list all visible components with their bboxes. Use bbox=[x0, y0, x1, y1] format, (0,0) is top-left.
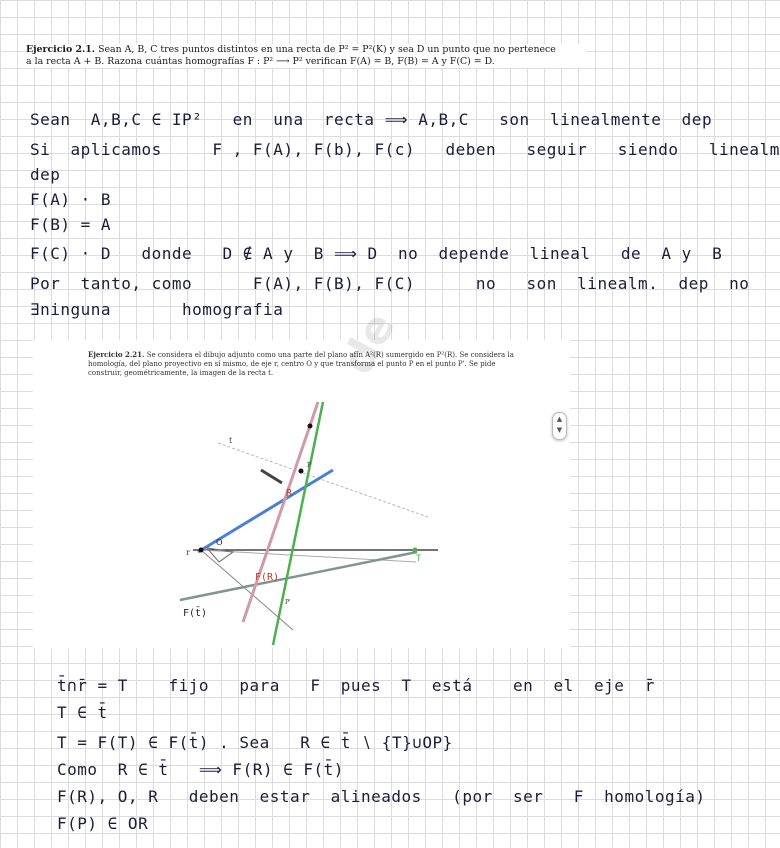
label-f-t: F(t̄) bbox=[183, 608, 208, 619]
exercise-2-1-line-2: a la recta A + B. Razona cuántas homografías F : P² ⟶ P² verifican F(A) = B, F(B) = A y F(C) = D. bbox=[26, 56, 495, 67]
point-top bbox=[308, 424, 313, 429]
handwritten-line: ∃ninguna homografia bbox=[30, 300, 284, 319]
exercise-2-1-line-1 bbox=[26, 44, 586, 56]
line-green bbox=[273, 402, 323, 645]
handwritten-line: F(A) · B bbox=[30, 190, 112, 209]
handwritten-line: F(P) ∈ OR bbox=[57, 814, 149, 833]
chevron-up-down-icon[interactable]: ▲ ▼ bbox=[552, 412, 567, 440]
label-t-point: T bbox=[416, 554, 422, 564]
handwritten-line: Si aplicamos F , F(A), F(b), F(c) deben seguir siendo linealm bbox=[30, 140, 780, 159]
exercise-2-1-text-1: Sean A, B, C tres puntos distintos en una recta de P² = P²(K) y sea D un punto que no pertenece bbox=[98, 44, 556, 55]
watermark: de bbox=[331, 304, 406, 383]
point-r bbox=[413, 548, 418, 553]
line-f-t-image bbox=[180, 552, 417, 600]
label-t: t bbox=[229, 436, 233, 445]
handwritten-line: F(C) · D donde D ∉ A y B ⟹ D no depende lineal de A y B bbox=[30, 244, 723, 263]
label-r: r bbox=[186, 548, 190, 557]
label-p: P bbox=[307, 462, 312, 469]
exercise-2-21-text: Se considera el dibujo adjunto como una parte del plano afín A²(R) sumergido en P²(R). Se considera la homología, del plano proyectivo en sí mismo, de eje r, centro O y que transforma el punto P en el punto P'. Se pide construir, geométricamente, la imagen de la recta t. bbox=[88, 351, 514, 377]
line-pink bbox=[243, 402, 318, 622]
handwritten-line: dep bbox=[30, 165, 61, 184]
segment-dark bbox=[261, 470, 282, 483]
handwritten-line: t̄∩r̄ = T fijo para F pues T está en el eje r̄ bbox=[57, 676, 655, 695]
handwritten-line: T ∈ t̄ bbox=[57, 703, 108, 722]
handwritten-line: Como R ∈ t̄ ⟹ F(R) ∈ F(t̄) bbox=[57, 760, 344, 779]
point-o bbox=[199, 548, 204, 553]
exercise-2-1-statement bbox=[26, 44, 586, 68]
exercise-2-21-label: Ejercicio 2.21. bbox=[88, 350, 145, 359]
point-p bbox=[299, 469, 304, 474]
handwritten-line: T = F(T) ∈ F(t̄) . Sea R ∈ t̄ ∖ {T}∪OP} bbox=[57, 733, 453, 752]
line-t-dashed bbox=[218, 443, 428, 517]
handwritten-line: F(B) = A bbox=[30, 215, 112, 234]
label-o: O bbox=[216, 538, 223, 547]
exercise-2-1-label: Ejercicio 2.1. bbox=[26, 44, 96, 55]
label-f-r: F(R) bbox=[255, 572, 280, 583]
handwritten-line: F(R), O, R deben estar alineados (por ser F homología) bbox=[57, 787, 706, 806]
label-p-prime: P' bbox=[285, 599, 291, 606]
figure-panel bbox=[33, 340, 570, 648]
handwritten-line: Sean A,B,C ∈ IP² en una recta ⟹ A,B,C son linealmente dep bbox=[30, 110, 713, 129]
handwritten-line: Por tanto, como F(A), F(B), F(C) no son linealm. dep no bbox=[30, 274, 750, 293]
geometry-figure bbox=[33, 340, 570, 648]
label-r-point: R bbox=[286, 488, 293, 499]
